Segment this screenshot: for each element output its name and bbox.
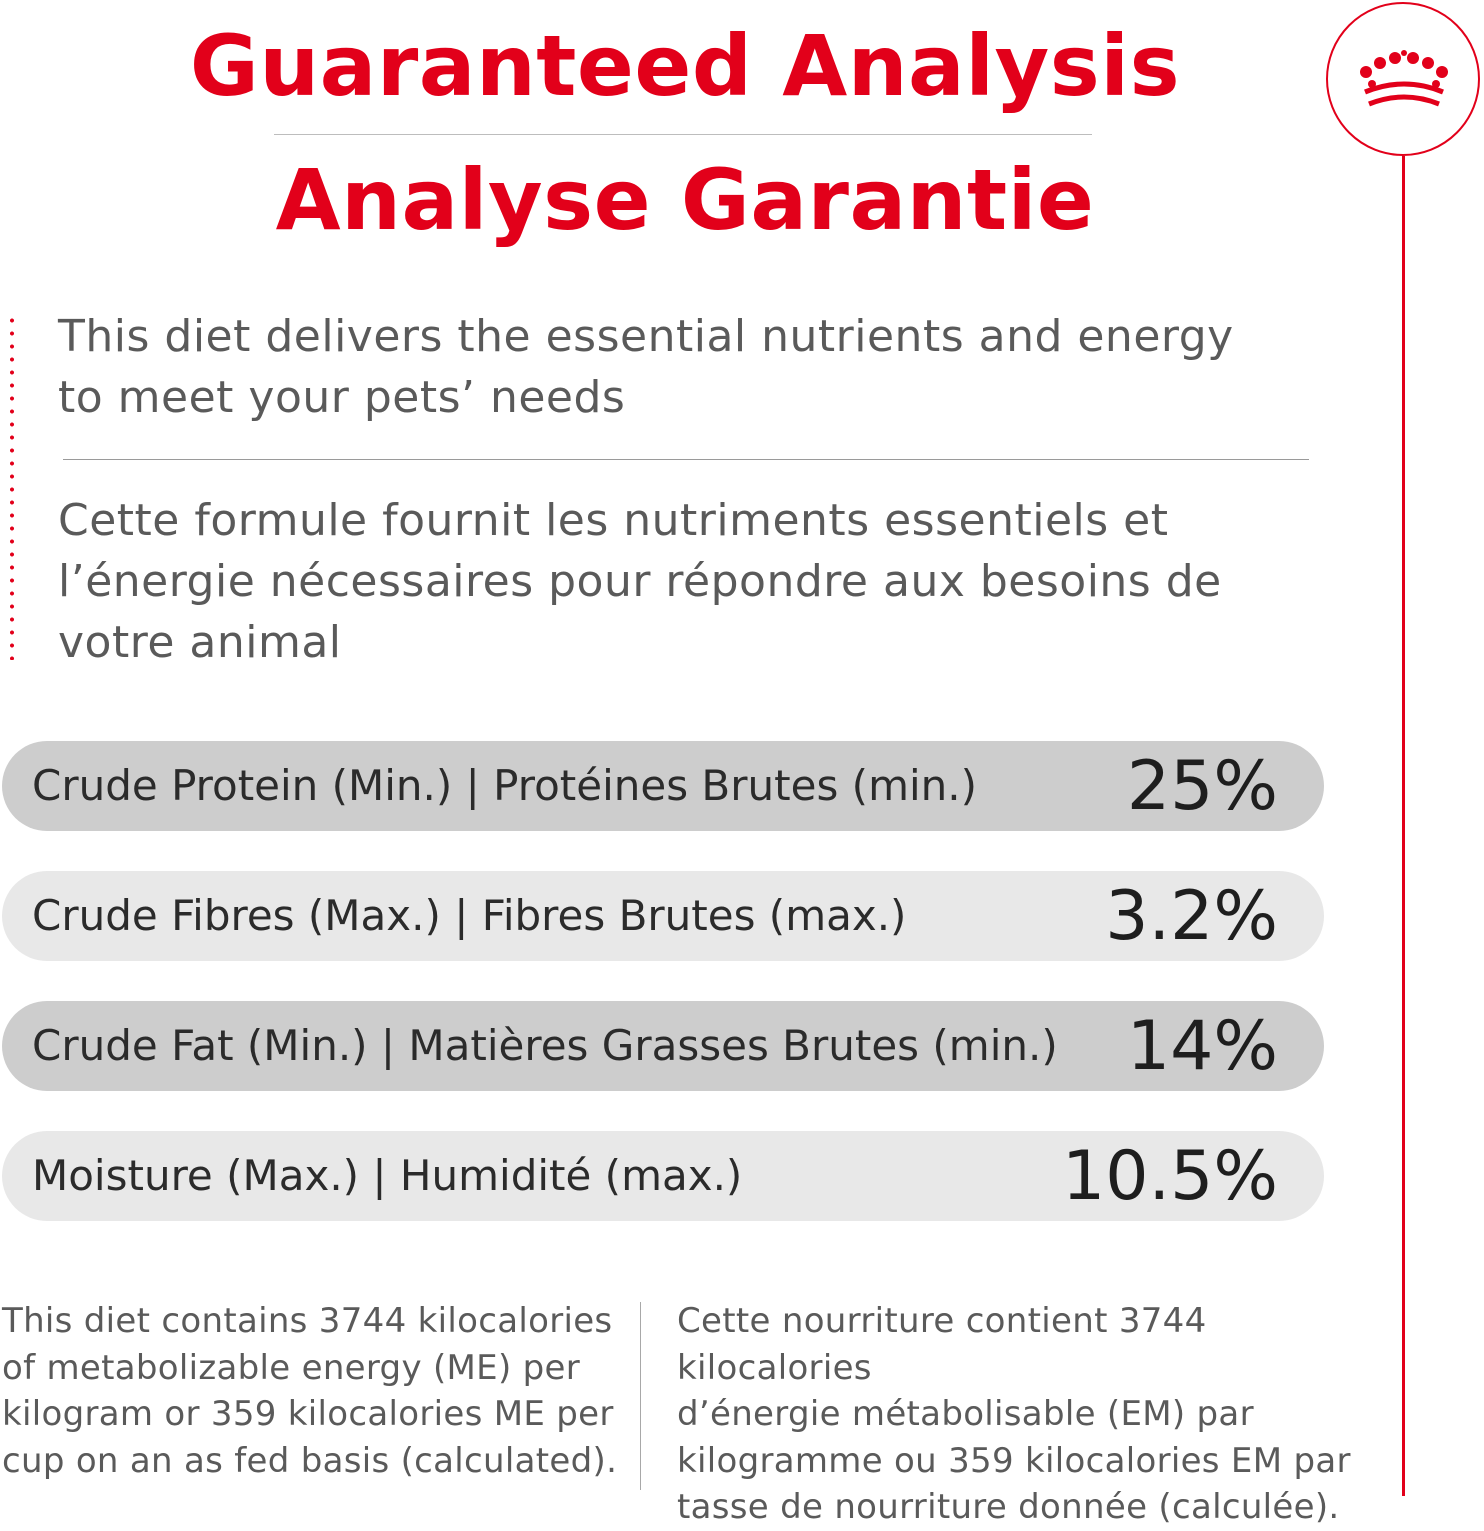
dotted-accent	[10, 314, 14, 660]
footer-line: This diet contains 3744 kilocalories	[2, 1301, 613, 1341]
footer-line: Cette nourriture contient 3744 kilocalories	[677, 1301, 1207, 1388]
page-title-en: Guaranteed Analysis	[189, 17, 1181, 115]
title-divider	[274, 134, 1092, 135]
analysis-label: Crude Protein (Min.) | Protéines Brutes (min.)	[32, 761, 977, 810]
footer-line: d’énergie métabolisable (EM) par	[677, 1394, 1254, 1434]
analysis-label: Crude Fat (Min.) | Matières Grasses Brutes (min.)	[32, 1021, 1058, 1070]
analysis-value: 25%	[1126, 747, 1278, 826]
analysis-value: 10.5%	[1061, 1137, 1278, 1216]
intro-line: Cette formule fournit les nutriments essentiels et	[58, 495, 1169, 546]
intro-text-fr	[58, 490, 1308, 673]
analysis-row-fibre	[2, 871, 1324, 961]
analysis-label: Crude Fibres (Max.) | Fibres Brutes (max.)	[32, 891, 907, 940]
energy-statement-fr	[677, 1298, 1397, 1531]
analysis-row-moisture	[2, 1131, 1324, 1221]
analysis-value: 3.2%	[1105, 877, 1278, 956]
intro-line: to meet your pets’ needs	[58, 372, 626, 423]
footer-line: of metabolizable energy (ME) per	[2, 1347, 581, 1388]
brand-logo	[1326, 2, 1480, 156]
footer-line: kilogramme ou 359 kilocalories EM par	[677, 1440, 1351, 1481]
intro-line: votre animal	[58, 617, 342, 668]
footer-line: tasse de nourriture donnée (calculée).	[677, 1487, 1340, 1527]
intro-line: This diet delivers the essential nutrients and energy	[58, 311, 1234, 362]
footer-line: cup on an as fed basis (calculated).	[2, 1440, 618, 1481]
intro-line: l’énergie nécessaires pour répondre aux besoins de	[58, 556, 1222, 607]
intro-divider	[63, 459, 1309, 460]
page-title-fr: Analyse Garantie	[275, 151, 1095, 249]
crown-icon	[1355, 50, 1453, 112]
footer-line: kilogram or 359 kilocalories ME per	[2, 1394, 614, 1434]
analysis-row-fat	[2, 1001, 1324, 1091]
intro-text-en	[58, 306, 1308, 428]
analysis-label: Moisture (Max.) | Humidité (max.)	[32, 1151, 743, 1200]
analysis-value: 14%	[1126, 1007, 1278, 1086]
footer-divider	[640, 1302, 641, 1490]
vertical-accent-line	[1402, 156, 1405, 1496]
energy-statement-en	[2, 1298, 622, 1484]
analysis-row-protein	[2, 741, 1324, 831]
